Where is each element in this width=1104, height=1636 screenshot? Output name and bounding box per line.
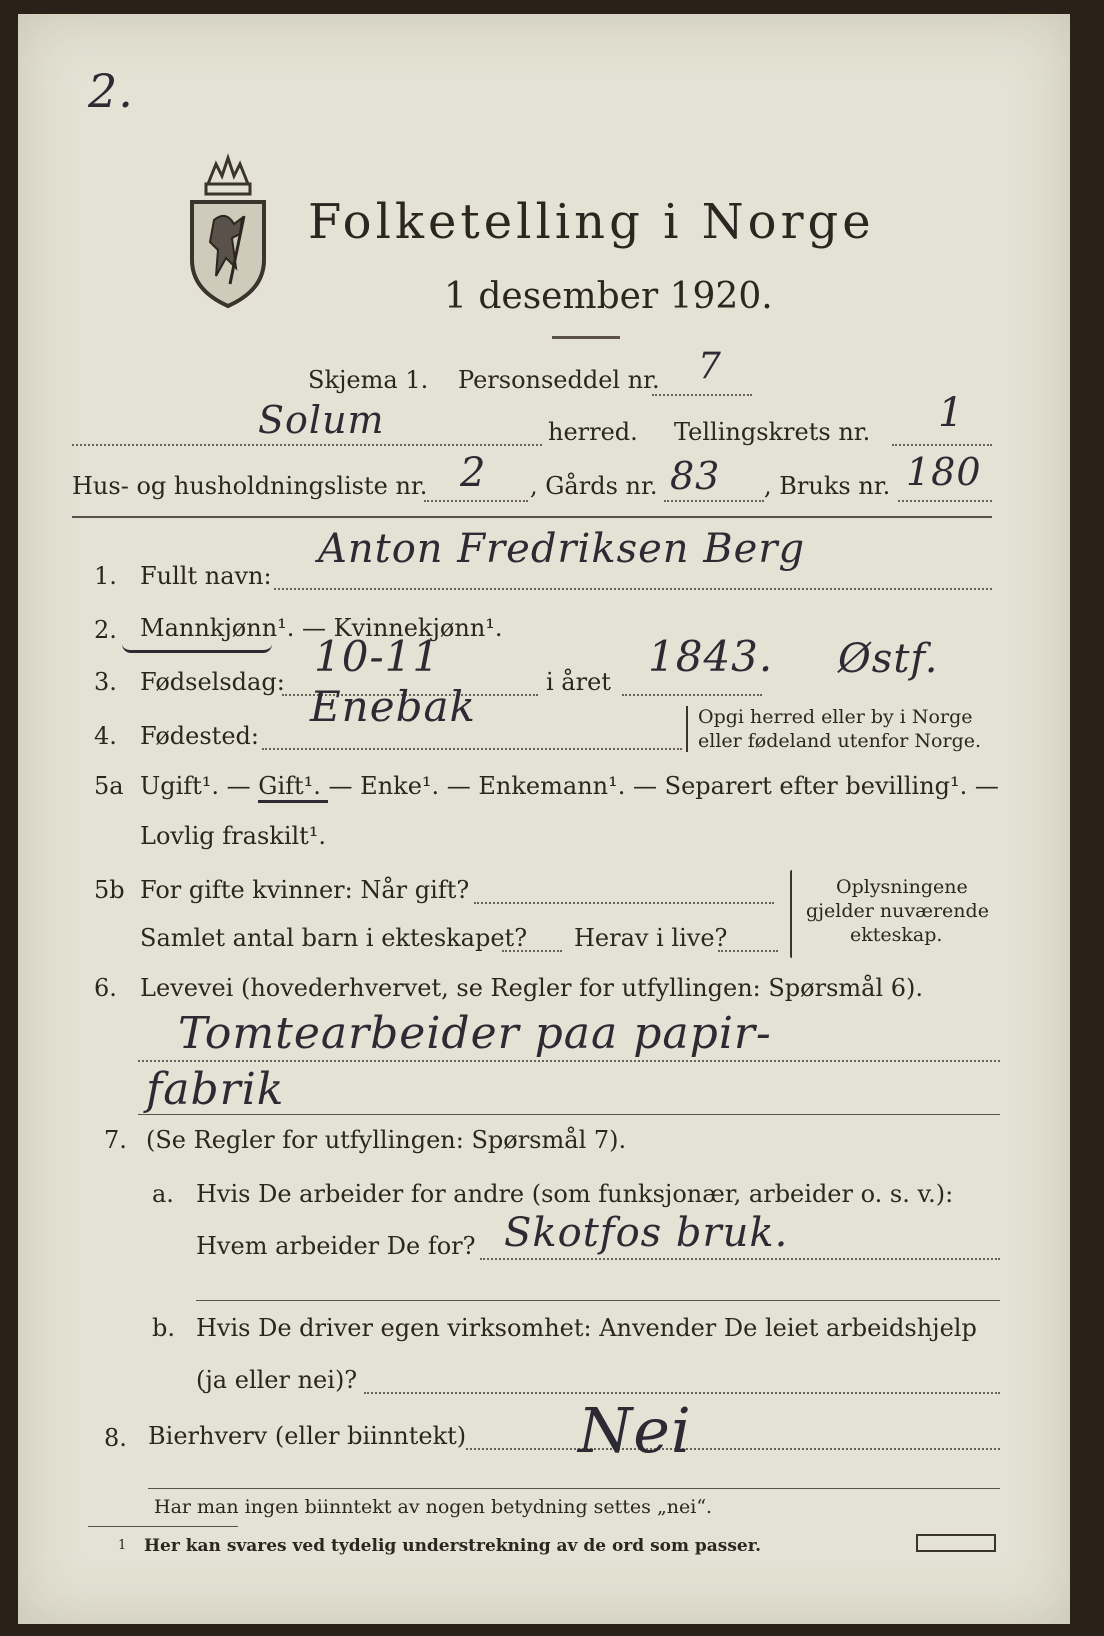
q7a-dotted-line: [480, 1258, 1000, 1260]
q1-label: Fullt navn:: [140, 562, 272, 590]
q7a-value: Skotfos bruk.: [504, 1210, 789, 1256]
q6-value-line2: fabrik: [146, 1064, 285, 1115]
footnote-divider: [88, 1526, 238, 1527]
personseddel-label: Personseddel nr.: [458, 366, 660, 394]
q5b-alive-dotted-line: [718, 950, 778, 952]
q5b-note2: gjelder nuværende: [806, 900, 989, 922]
q3-number: 3.: [94, 668, 117, 696]
q6-number: 6.: [94, 974, 117, 1002]
q8-dotted-line: [466, 1448, 1000, 1450]
q4-note-brace: [686, 706, 688, 752]
q4-note-line1: Opgi herred eller by i Norge: [698, 706, 973, 728]
q8-label: Bierhverv (eller biinntekt): [148, 1422, 467, 1450]
q7a-line1: Hvis De arbeider for andre (som funksjonær, arbeider o. s. v.):: [196, 1180, 954, 1208]
q5b-note3: ekteskap.: [850, 924, 943, 946]
q3-year-label: i året: [546, 668, 611, 696]
q7b-letter: b.: [152, 1314, 175, 1342]
q2-number: 2.: [94, 616, 117, 644]
q6-label: Levevei (hovederhvervet, se Regler for utfyllingen: Spørsmål 6).: [140, 974, 924, 1002]
q1-value: Anton Fredriksen Berg: [318, 526, 806, 572]
personseddel-value: 7: [698, 346, 722, 387]
census-form: [18, 14, 1070, 1624]
q8-note: Har man ingen biinntekt av nogen betydning settes „nei“.: [154, 1496, 713, 1518]
q4-number: 4.: [94, 722, 117, 750]
q5a-line1: Ugift¹. — Gift¹. — Enke¹. — Enkemann¹. — Separert efter bevilling¹. —: [140, 772, 999, 800]
printer-stamp: [916, 1534, 996, 1552]
q1-dotted-line: [274, 588, 992, 590]
gards-label: , Gårds nr.: [530, 472, 658, 500]
q7a-letter: a.: [152, 1180, 174, 1208]
q5b-marriage-dotted-line: [474, 902, 774, 904]
footnote-mark: 1: [118, 1538, 127, 1553]
coat-of-arms-icon: [186, 150, 270, 310]
husholdningsliste-value: 2: [460, 450, 487, 496]
title-divider: [552, 336, 620, 339]
bruks-dotted-line: [898, 500, 992, 502]
q7b-line2: (ja eller nei)?: [196, 1366, 358, 1394]
tellingskrets-label: Tellingskrets nr.: [674, 418, 871, 446]
q7b-line1: Hvis De driver egen virksomhet: Anvender De leiet arbeidshjelp: [196, 1314, 977, 1342]
q7a-line2: Hvem arbeider De for?: [196, 1232, 476, 1260]
footnote-text: Her kan svares ved tydelig understrekning av de ord som passer.: [144, 1536, 762, 1556]
skjema-label: Skjema 1.: [308, 366, 429, 394]
bruks-value: 180: [906, 450, 982, 494]
gards-dotted-line: [664, 500, 764, 502]
q6-line-2: [138, 1114, 1000, 1115]
q1-number: 1.: [94, 562, 117, 590]
corner-number: 2.: [88, 64, 134, 118]
personseddel-dotted-line: [652, 394, 752, 396]
q5b-number: 5b: [94, 876, 125, 904]
q5b-line2a: Samlet antal barn i ekteskapet?: [140, 924, 528, 952]
q5b-line1: For gifte kvinner: Når gift?: [140, 876, 470, 904]
q5b-note-brace: [790, 870, 792, 958]
q5a-number: 5a: [94, 772, 124, 800]
q8-number: 8.: [104, 1424, 127, 1452]
q4-dotted-line: [262, 748, 682, 750]
census-date: 1 desember 1920.: [444, 276, 773, 317]
mannkjonn-underline: [122, 644, 272, 653]
q3-year-dotted-line: [622, 694, 762, 696]
q5b-children-dotted-line: [502, 950, 562, 952]
q7-label: (Se Regler for utfyllingen: Spørsmål 7).: [146, 1126, 627, 1154]
page-title: Folketelling i Norge: [308, 194, 875, 250]
q2-label: Mannkjønn¹. — Kvinnekjønn¹.: [140, 614, 503, 642]
herred-dotted-line: [72, 444, 542, 446]
q7a-line-2: [196, 1300, 1000, 1301]
q4-note-line2: eller fødeland utenfor Norge.: [698, 730, 982, 752]
q6-dotted-line-1: [138, 1060, 1000, 1062]
bruks-label: , Bruks nr.: [764, 472, 891, 500]
q5a-line2: Lovlig fraskilt¹.: [140, 822, 327, 850]
q4-value: Enebak: [310, 682, 476, 731]
tellingskrets-dotted-line: [892, 444, 992, 446]
q5b-note1: Oplysningene: [836, 876, 968, 898]
q3-label: Fødselsdag:: [140, 668, 285, 696]
gards-value: 83: [670, 454, 721, 498]
q3-value: 10-11: [314, 632, 441, 681]
husholdningsliste-dotted-line: [424, 500, 528, 502]
q8-value: Nei: [578, 1394, 692, 1467]
tellingskrets-value: 1: [938, 390, 965, 436]
herred-value: Solum: [258, 398, 385, 442]
husholdningsliste-label: Hus- og husholdningsliste nr.: [72, 472, 428, 500]
header-divider: [72, 516, 992, 518]
herred-label: herred.: [548, 418, 638, 446]
q5b-line2b: Herav i live?: [574, 924, 728, 952]
q8-line-2: [148, 1488, 1000, 1489]
q6-value-line1: Tomtearbeider paa papir-: [178, 1008, 772, 1059]
q7-number: 7.: [104, 1126, 127, 1154]
gift-underline: [258, 800, 328, 803]
q4-label: Fødested:: [140, 722, 259, 750]
q3-year-value: 1843.: [648, 632, 774, 681]
q3-extra-value: Østf.: [838, 636, 939, 682]
